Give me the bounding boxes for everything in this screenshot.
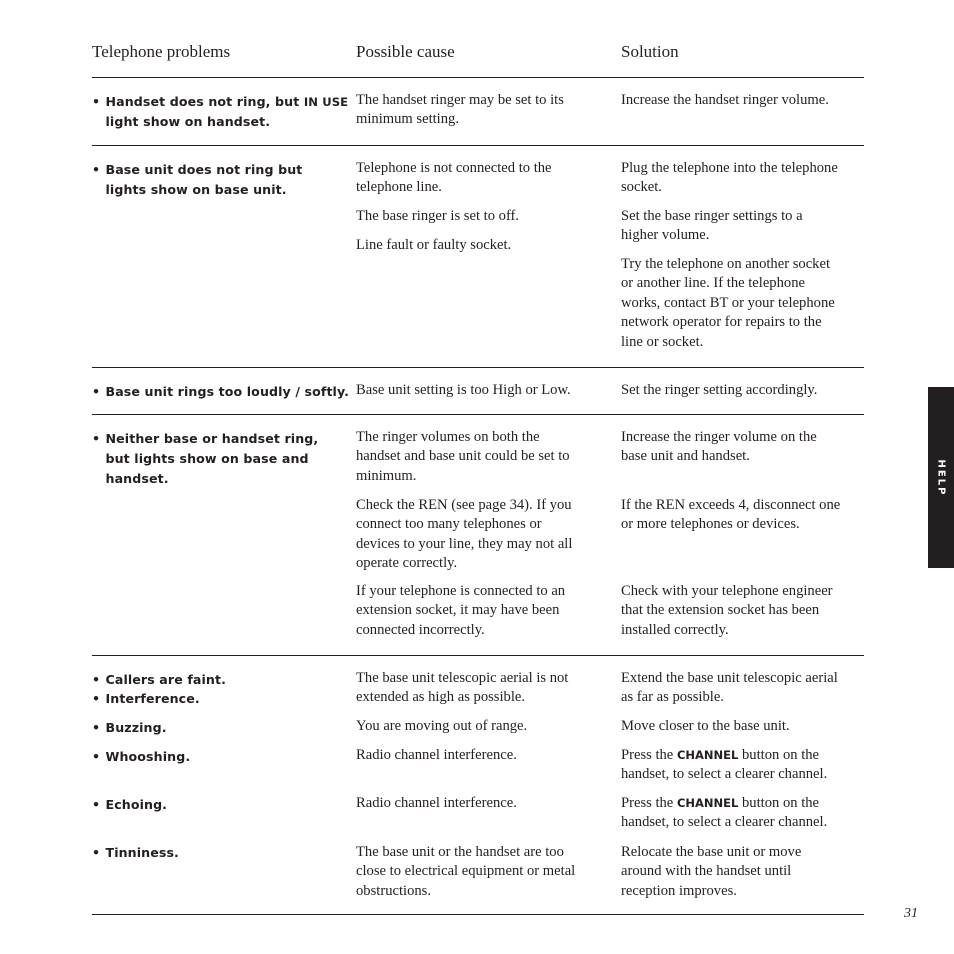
help-tab-label: HELP (935, 459, 947, 496)
problem-item: • Base unit rings too loudly / softly. (92, 384, 350, 399)
solution-text: Press the CHANNEL button on the handset, to select a clearer channel. (621, 795, 828, 831)
solution-text: Set the ringer setting accordingly. (621, 382, 818, 398)
problem-item: • Callers are faint. (92, 672, 227, 687)
cause-text: Line fault or faulty socket. (356, 237, 512, 253)
solution-text: Try the telephone on another socket or another line. If the telephone works, contact BT or your telephone network operator for repairs to the line or socket. (621, 256, 835, 350)
solution-text: Extend the base unit telescopic aerial as far as possible. (621, 670, 838, 706)
cause-text: The ringer volumes on both the handset and base unit could be set to minimum. (356, 429, 570, 484)
cause-text: Radio channel interference. (356, 795, 517, 811)
table-divider (92, 367, 864, 368)
solution-text: Move closer to the base unit. (621, 718, 790, 734)
problem-item: • Base unit does not ring but lights show on base unit. (92, 162, 303, 197)
table-divider (92, 655, 864, 656)
table-divider (92, 414, 864, 415)
solution-text: Plug the telephone into the telephone socket. (621, 160, 838, 196)
solution-text: Press the CHANNEL button on the handset, to select a clearer channel. (621, 747, 828, 783)
cause-text: Base unit setting is too High or Low. (356, 382, 571, 398)
solution-text: Increase the handset ringer volume. (621, 92, 829, 108)
problem-item: • Tinniness. (92, 845, 179, 860)
solution-text: Set the base ringer settings to a higher volume. (621, 208, 803, 244)
header-telephone-problems: Telephone problems (92, 42, 231, 61)
problem-item: • Whooshing. (92, 749, 191, 764)
cause-text: Radio channel interference. (356, 747, 517, 763)
problem-item: • Interference. (92, 691, 200, 706)
cause-text: The base ringer is set to off. (356, 208, 520, 224)
problem-item: • Handset does not ring, but IN USE light show on handset. (92, 94, 349, 129)
cause-text: You are moving out of range. (356, 718, 528, 734)
problem-item: • Echoing. (92, 797, 168, 812)
cause-text: The base unit or the handset are too close to electrical equipment or metal obstructions. (356, 844, 576, 899)
solution-text: Check with your telephone engineer that the extension socket has been installed correctly. (621, 583, 833, 638)
cause-text: If your telephone is connected to an extension socket, it may have been connected incorrectly. (356, 583, 566, 638)
problem-item: • Neither base or handset ring, but lights show on base and handset. (92, 431, 319, 486)
cause-text: Check the REN (see page 34). If you connect too many telephones or devices to your line, they may not all operate correctly. (356, 497, 573, 572)
cause-text: The base unit telescopic aerial is not extended as high as possible. (356, 670, 569, 706)
solution-text: Relocate the base unit or move around with the handset until reception improves. (621, 844, 802, 899)
help-section-tab (928, 387, 954, 568)
solution-text: Increase the ringer volume on the base unit and handset. (621, 429, 817, 465)
header-possible-cause: Possible cause (356, 42, 455, 61)
cause-text: Telephone is not connected to the telephone line. (356, 160, 552, 196)
page-number: 31 (904, 906, 918, 921)
header-solution: Solution (621, 42, 679, 61)
cause-text: The handset ringer may be set to its minimum setting. (356, 92, 564, 128)
table-divider (92, 77, 864, 78)
solution-text: If the REN exceeds 4, disconnect one or more telephones or devices. (621, 497, 841, 533)
problem-item: • Buzzing. (92, 720, 167, 735)
table-divider (92, 145, 864, 146)
table-divider (92, 914, 864, 915)
